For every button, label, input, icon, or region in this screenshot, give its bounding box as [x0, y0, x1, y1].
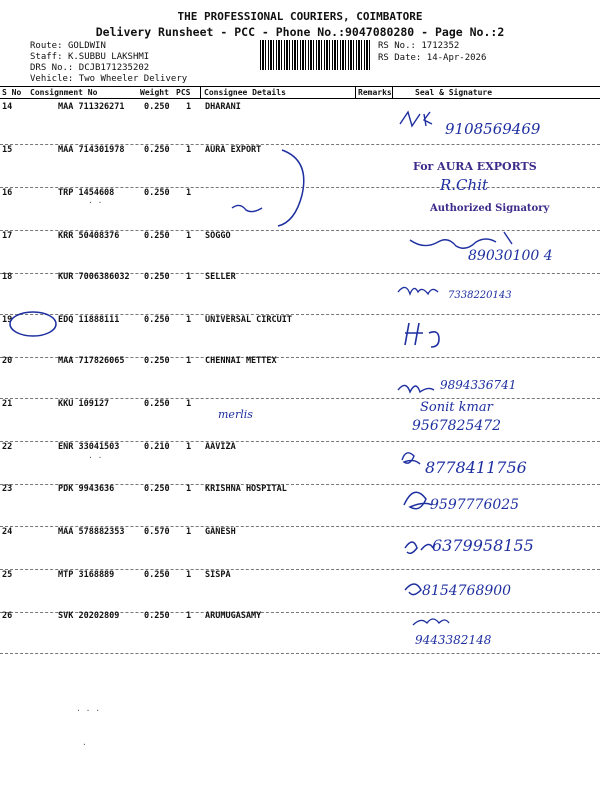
- vehicle-info: [30, 73, 187, 85]
- handwritten-phone-row-14: 9108569469: [445, 120, 541, 138]
- row-consignee: UNIVERSAL CIRCUIT: [205, 315, 292, 325]
- row-pcs: 1: [186, 399, 192, 409]
- handwritten-phone-row-22: 8778411756: [425, 458, 527, 477]
- row-weight: 0.250: [144, 484, 170, 494]
- col-divider: [392, 87, 393, 98]
- row-weight: 0.250: [144, 399, 170, 409]
- row-consignee: AAVIZA: [205, 442, 236, 452]
- row-weight: 0.250: [144, 315, 170, 325]
- row-sno: 22: [2, 442, 13, 452]
- row-separator: [0, 653, 600, 654]
- handwritten-phone-row-25: 8154768900: [422, 583, 512, 599]
- row-weight: 0.250: [144, 570, 170, 580]
- table-row: [0, 315, 600, 358]
- row-sno: 26: [2, 611, 13, 621]
- row-sno: 24: [2, 527, 13, 537]
- row-weight: 0.250: [144, 145, 170, 155]
- col-consignment: Consignment No: [30, 88, 98, 97]
- col-seal: Seal & Signature: [415, 88, 493, 97]
- col-divider: [355, 87, 356, 98]
- dot-marks: · ·: [88, 198, 103, 207]
- dot-marks: · · ·: [76, 706, 101, 715]
- row-consignee: SOGGO: [205, 231, 231, 241]
- row-weight: 0.250: [144, 102, 170, 112]
- rs-date-label: RS Date:: [378, 53, 422, 63]
- row-consignment: PDK 9943636: [58, 484, 115, 494]
- col-weight: Weight: [140, 88, 169, 97]
- row-consignee: ARUMUGASAMY: [205, 611, 262, 621]
- handwritten-phone-row-20: 9894336741: [440, 378, 517, 392]
- row-pcs: 1: [186, 570, 192, 580]
- row-consignment: MAA 717826065: [58, 356, 125, 366]
- vehicle-label: Vehicle:: [30, 74, 74, 84]
- row-consignee: KRISHNA HOSPITAL: [205, 484, 287, 494]
- handwritten-phone-row-21: 9567825472: [412, 418, 502, 434]
- row-consignee: SISPA: [205, 570, 231, 580]
- row-consignment: MTP 3168889: [58, 570, 115, 580]
- row-consignment: MAA 578882353: [58, 527, 125, 537]
- staff-label: Staff:: [30, 52, 63, 62]
- row-pcs: 1: [186, 102, 192, 112]
- runsheet-title: Delivery Runsheet - PCC - Phone No.:9047080280 - Page No.:2: [95, 25, 505, 39]
- handwritten-phone-row-24: 6379958155: [432, 536, 534, 555]
- row-consignment: KUR 7006386032: [58, 272, 130, 282]
- row-pcs: 1: [186, 484, 192, 494]
- rs-no-info: [378, 40, 459, 52]
- row-pcs: 1: [186, 356, 192, 366]
- col-sno: S No: [2, 88, 22, 97]
- row-weight: 0.250: [144, 272, 170, 282]
- row-sno: 23: [2, 484, 13, 494]
- row-pcs: 1: [186, 231, 192, 241]
- vehicle-value: Two Wheeler Delivery: [78, 74, 188, 84]
- handwritten-phone-row-26: 9443382148: [415, 633, 492, 647]
- row-sno: 19: [2, 315, 13, 325]
- handwritten-phone-row-18: 7338220143: [448, 290, 512, 301]
- row-consignee: CHENNAI METTEX: [205, 356, 277, 366]
- row-sno: 21: [2, 399, 13, 409]
- row-pcs: 1: [186, 315, 192, 325]
- row-weight: 0.250: [144, 611, 170, 621]
- row-consignee: DHARANI: [205, 102, 241, 112]
- row-sno: 18: [2, 272, 13, 282]
- row-pcs: 1: [186, 145, 192, 155]
- col-pcs: PCS: [176, 88, 191, 97]
- row-weight: 0.570: [144, 527, 170, 537]
- row-consignment: ENR 33041503: [58, 442, 120, 452]
- row-weight: 0.250: [144, 356, 170, 366]
- drs-value: DCJB171235202: [78, 63, 150, 73]
- route-value: GOLDWIN: [67, 41, 106, 51]
- row-weight: 0.210: [144, 442, 170, 452]
- row-consignment: MAA 714301978: [58, 145, 125, 155]
- row-sno: 25: [2, 570, 13, 580]
- row-consignee: SELLER: [205, 272, 236, 282]
- row-pcs: 1: [186, 527, 192, 537]
- row-consignee: AURA EXPORT: [205, 145, 262, 155]
- drs-label: DRS No.:: [30, 63, 74, 73]
- dot-marks: · ·: [88, 453, 103, 462]
- rs-no-value: 1712352: [421, 41, 460, 51]
- company-title: THE PROFESSIONAL COURIERS, COIMBATORE: [177, 10, 423, 23]
- row-consignment: MAA 711326271: [58, 102, 125, 112]
- row-pcs: 1: [186, 442, 192, 452]
- col-remarks: Remarks: [358, 88, 392, 97]
- staff-value: K.SUBBU LAKSHMI: [67, 52, 150, 62]
- row-consignment: EDQ 11888111: [58, 315, 120, 325]
- rs-date-info: [378, 52, 486, 64]
- row-weight: 0.250: [144, 188, 170, 198]
- handwritten-phone-row-23: 9597776025: [430, 497, 520, 513]
- row-sno: 20: [2, 356, 13, 366]
- table-row: [0, 399, 600, 442]
- row-consignment: KRR 50408376: [58, 231, 120, 241]
- row-sno: 14: [2, 102, 13, 112]
- col-consignee: Consignee Details: [204, 88, 286, 97]
- table-row: [0, 611, 600, 654]
- handwritten-consignee-row-21: merlis: [218, 408, 253, 421]
- row-consignment: TRP 1454608: [58, 188, 115, 198]
- rs-date-value: 14-Apr-2026: [426, 53, 487, 63]
- row-sno: 15: [2, 145, 13, 155]
- row-consignee: GANESH: [205, 527, 236, 537]
- row-pcs: 1: [186, 272, 192, 282]
- row-pcs: 1: [186, 611, 192, 621]
- stamp-authorized: Authorized Signatory: [430, 203, 550, 214]
- rs-no-label: RS No.:: [378, 41, 416, 51]
- row-weight: 0.250: [144, 231, 170, 241]
- handwritten-signature-row-16: R.Chit: [440, 176, 489, 194]
- handwritten-name-row-21: Sonit kmar: [420, 400, 493, 415]
- row-sno: 16: [2, 188, 13, 198]
- barcode: [260, 40, 372, 70]
- handwritten-phone-row-17: 89030100 4: [468, 248, 553, 264]
- col-divider: [200, 87, 201, 98]
- header-bottom-rule: [0, 98, 600, 99]
- row-consignment: KKU 109127: [58, 399, 110, 409]
- stamp-company: For AURA EXPORTS: [413, 160, 537, 173]
- header-top-rule: [0, 86, 600, 87]
- row-pcs: 1: [186, 188, 192, 198]
- row-sno: 17: [2, 231, 13, 241]
- dot-marks: ·: [82, 740, 87, 749]
- row-consignment: SVK 20202809: [58, 611, 120, 621]
- route-label: Route:: [30, 41, 63, 51]
